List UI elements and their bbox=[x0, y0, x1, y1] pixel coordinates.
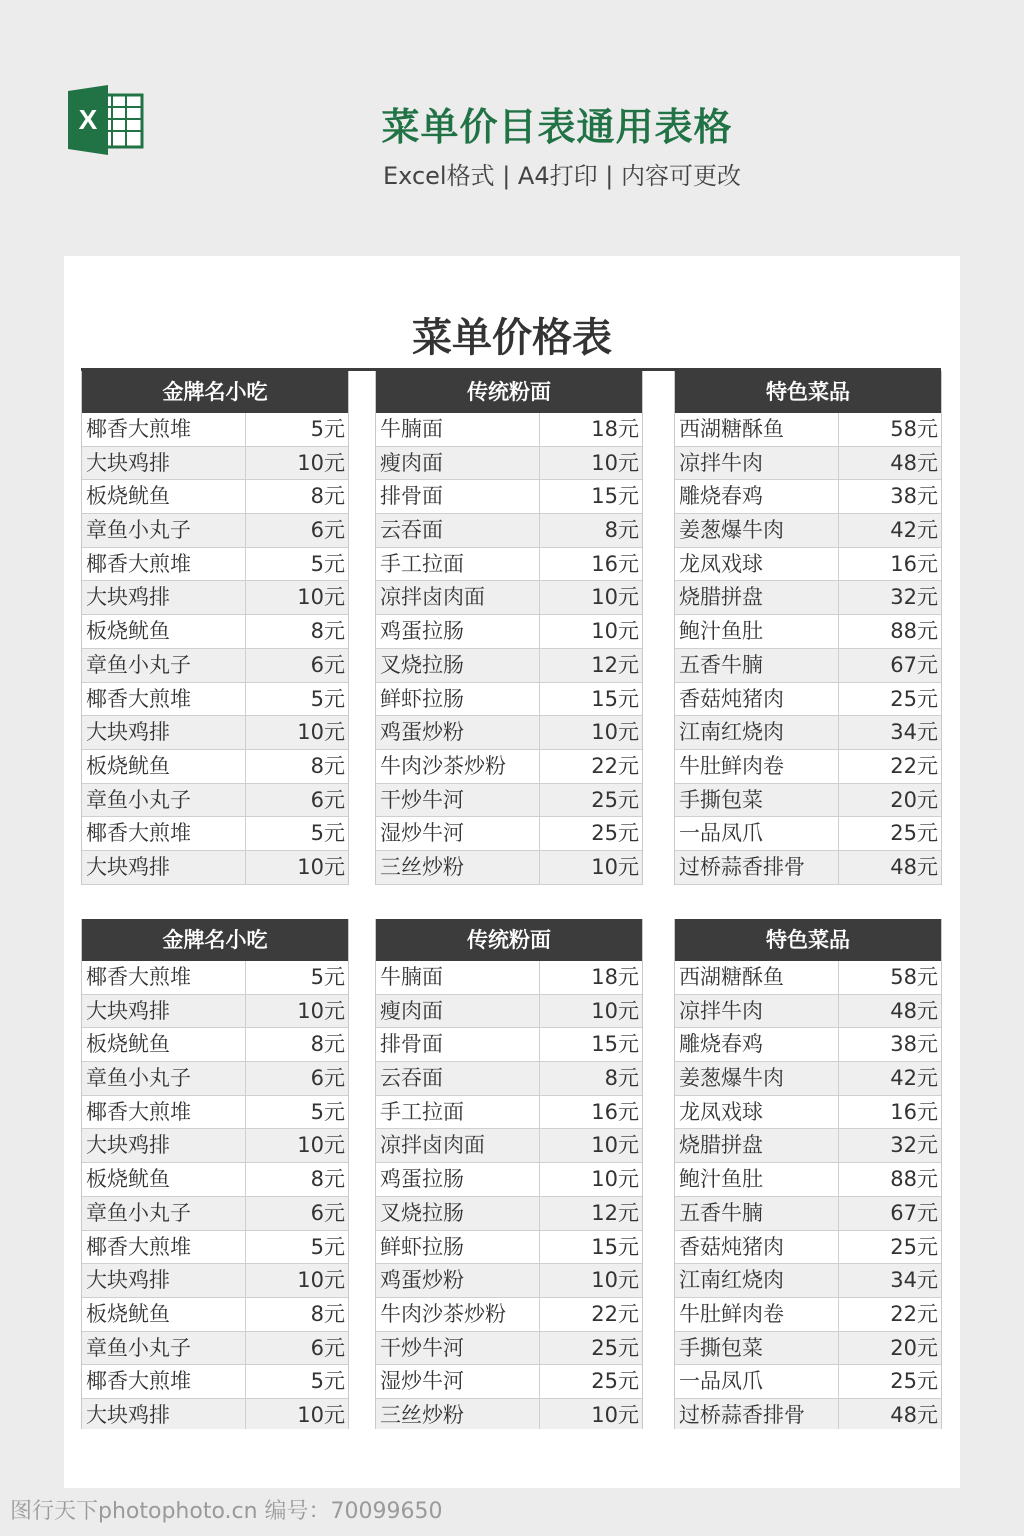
table-row bbox=[376, 961, 642, 995]
dish-price-cell: 6元 bbox=[310, 652, 345, 677]
table-row bbox=[675, 716, 941, 750]
table-row bbox=[82, 716, 348, 750]
table-row bbox=[675, 480, 941, 514]
table-row bbox=[376, 649, 642, 683]
dish-price-cell: 10元 bbox=[591, 854, 639, 879]
table-row bbox=[376, 1332, 642, 1366]
dish-name-cell: 大块鸡排 bbox=[82, 851, 246, 884]
dish-price-cell: 5元 bbox=[310, 417, 345, 441]
dish-price-cell: 25元 bbox=[890, 1369, 938, 1394]
dish-name-cell: 椰香大煎堆 bbox=[82, 1096, 246, 1129]
dish-name-cell: 椰香大煎堆 bbox=[82, 548, 246, 581]
table-row bbox=[376, 1129, 642, 1163]
table-row bbox=[675, 1197, 941, 1231]
table-row bbox=[675, 683, 941, 717]
dish-name-cell: 江南红烧肉 bbox=[675, 1264, 839, 1297]
section-heading: 金牌名小吃 bbox=[81, 919, 349, 961]
dish-name-cell: 大块鸡排 bbox=[82, 1399, 246, 1429]
dish-name-cell: 牛腩面 bbox=[376, 961, 540, 994]
dish-price-cell: 10元 bbox=[591, 619, 639, 644]
dish-name-cell: 西湖糖酥鱼 bbox=[675, 413, 839, 446]
table-row bbox=[675, 1332, 941, 1366]
dish-price-cell: 88元 bbox=[890, 619, 938, 644]
dish-name-cell: 江南红烧肉 bbox=[675, 716, 839, 749]
table-row bbox=[376, 1298, 642, 1332]
table-row bbox=[82, 1197, 348, 1231]
table-row bbox=[376, 1062, 642, 1096]
section-heading: 传统粉面 bbox=[375, 371, 643, 413]
dish-name-cell: 板烧鱿鱼 bbox=[82, 750, 246, 783]
dish-price-cell: 34元 bbox=[890, 1268, 938, 1293]
dish-name-cell: 板烧鱿鱼 bbox=[82, 615, 246, 648]
dish-price-cell: 48元 bbox=[890, 450, 938, 475]
dish-price-cell: 10元 bbox=[591, 1167, 639, 1192]
table-row bbox=[82, 784, 348, 818]
table-row bbox=[376, 1365, 642, 1399]
dish-price-cell: 67元 bbox=[890, 1200, 938, 1225]
table-row bbox=[675, 1062, 941, 1096]
table-row bbox=[376, 447, 642, 481]
table-row bbox=[675, 817, 941, 851]
dish-price-cell: 15元 bbox=[591, 686, 639, 711]
table-row bbox=[675, 1298, 941, 1332]
dish-price-cell: 22元 bbox=[591, 1301, 639, 1326]
dish-name-cell: 西湖糖酥鱼 bbox=[675, 961, 839, 994]
dish-price-cell: 8元 bbox=[310, 1032, 345, 1057]
dish-price-cell: 5元 bbox=[310, 1234, 345, 1259]
table-row bbox=[675, 784, 941, 818]
table-row bbox=[82, 1129, 348, 1163]
dish-price-cell: 5元 bbox=[310, 821, 345, 846]
dish-name-cell: 雕烧春鸡 bbox=[675, 480, 839, 513]
dish-name-cell: 鸡蛋炒粉 bbox=[376, 716, 540, 749]
dish-price-cell: 25元 bbox=[591, 787, 639, 812]
dish-name-cell: 板烧鱿鱼 bbox=[82, 1163, 246, 1196]
dish-price-cell: 42元 bbox=[890, 1066, 938, 1091]
dish-name-cell: 五香牛腩 bbox=[675, 1197, 839, 1230]
table-row bbox=[376, 851, 642, 885]
dish-price-cell: 18元 bbox=[591, 417, 639, 441]
dish-price-cell: 48元 bbox=[890, 998, 938, 1023]
dish-price-cell: 15元 bbox=[591, 484, 639, 509]
table-row bbox=[376, 581, 642, 615]
dish-name-cell: 牛腩面 bbox=[376, 413, 540, 446]
dish-price-cell: 22元 bbox=[890, 753, 938, 778]
section-heading: 特色菜品 bbox=[674, 371, 942, 413]
dish-name-cell: 手工拉面 bbox=[376, 548, 540, 581]
dish-price-cell: 22元 bbox=[890, 1301, 938, 1326]
section-rows bbox=[674, 961, 942, 1429]
table-row bbox=[376, 1096, 642, 1130]
table-row bbox=[675, 581, 941, 615]
dish-name-cell: 大块鸡排 bbox=[82, 447, 246, 480]
table-row bbox=[82, 615, 348, 649]
table-row bbox=[675, 1365, 941, 1399]
dish-name-cell: 叉烧拉肠 bbox=[376, 649, 540, 682]
dish-price-cell: 10元 bbox=[297, 1402, 345, 1427]
table-row bbox=[82, 1298, 348, 1332]
table-row bbox=[376, 514, 642, 548]
dish-name-cell: 鲜虾拉肠 bbox=[376, 1231, 540, 1264]
dish-price-cell: 6元 bbox=[310, 1200, 345, 1225]
table-row bbox=[376, 1264, 642, 1298]
table-row bbox=[376, 750, 642, 784]
dish-price-cell: 5元 bbox=[310, 1099, 345, 1124]
table-row bbox=[82, 1264, 348, 1298]
dish-price-cell: 22元 bbox=[591, 753, 639, 778]
dish-name-cell: 章鱼小丸子 bbox=[82, 649, 246, 682]
dish-name-cell: 凉拌牛肉 bbox=[675, 995, 839, 1028]
dish-name-cell: 鲍汁鱼肚 bbox=[675, 1163, 839, 1196]
dish-price-cell: 10元 bbox=[297, 998, 345, 1023]
dish-name-cell: 手工拉面 bbox=[376, 1096, 540, 1129]
dish-name-cell: 牛肚鲜肉卷 bbox=[675, 1298, 839, 1331]
dish-name-cell: 椰香大煎堆 bbox=[82, 683, 246, 716]
page-header-title: 菜单价目表通用表格 bbox=[381, 105, 733, 149]
dish-name-cell: 牛肚鲜肉卷 bbox=[675, 750, 839, 783]
table-row bbox=[82, 514, 348, 548]
menu-section bbox=[375, 919, 643, 1429]
dish-price-cell: 10元 bbox=[591, 585, 639, 610]
dish-price-cell: 25元 bbox=[591, 1335, 639, 1360]
table-row bbox=[376, 615, 642, 649]
dish-price-cell: 38元 bbox=[890, 1032, 938, 1057]
table-row bbox=[376, 995, 642, 1029]
dish-price-cell: 16元 bbox=[890, 1099, 938, 1124]
dish-price-cell: 10元 bbox=[297, 585, 345, 610]
svg-text:X: X bbox=[78, 104, 98, 135]
dish-name-cell: 干炒牛河 bbox=[376, 784, 540, 817]
table-row bbox=[82, 480, 348, 514]
dish-price-cell: 8元 bbox=[310, 1301, 345, 1326]
table-row bbox=[82, 995, 348, 1029]
dish-price-cell: 25元 bbox=[890, 686, 938, 711]
dish-price-cell: 10元 bbox=[297, 450, 345, 475]
dish-name-cell: 大块鸡排 bbox=[82, 1264, 246, 1297]
dish-name-cell: 姜葱爆牛肉 bbox=[675, 514, 839, 547]
table-row bbox=[82, 851, 348, 885]
dish-price-cell: 6元 bbox=[310, 1335, 345, 1360]
dish-name-cell: 手撕包菜 bbox=[675, 784, 839, 817]
dish-price-cell: 20元 bbox=[890, 787, 938, 812]
dish-name-cell: 三丝炒粉 bbox=[376, 1399, 540, 1429]
dish-name-cell: 手撕包菜 bbox=[675, 1332, 839, 1365]
dish-name-cell: 鲍汁鱼肚 bbox=[675, 615, 839, 648]
table-row bbox=[82, 1096, 348, 1130]
dish-price-cell: 10元 bbox=[591, 1402, 639, 1427]
dish-price-cell: 18元 bbox=[591, 965, 639, 989]
table-row bbox=[376, 716, 642, 750]
dish-name-cell: 板烧鱿鱼 bbox=[82, 1028, 246, 1061]
table-row bbox=[376, 1028, 642, 1062]
dish-price-cell: 10元 bbox=[591, 998, 639, 1023]
section-heading: 传统粉面 bbox=[375, 919, 643, 961]
dish-price-cell: 10元 bbox=[297, 720, 345, 745]
table-row bbox=[82, 1231, 348, 1265]
table-row bbox=[675, 961, 941, 995]
dish-name-cell: 龙凤戏球 bbox=[675, 548, 839, 581]
dish-name-cell: 章鱼小丸子 bbox=[82, 1197, 246, 1230]
dish-price-cell: 88元 bbox=[890, 1167, 938, 1192]
dish-price-cell: 10元 bbox=[297, 1133, 345, 1158]
table-row bbox=[675, 851, 941, 885]
watermark: 图行天下photophoto.cn 编号：70099650 bbox=[10, 1499, 443, 1524]
dish-name-cell: 湿炒牛河 bbox=[376, 1365, 540, 1398]
dish-name-cell: 姜葱爆牛肉 bbox=[675, 1062, 839, 1095]
dish-name-cell: 大块鸡排 bbox=[82, 995, 246, 1028]
dish-price-cell: 10元 bbox=[591, 450, 639, 475]
table-row bbox=[376, 1197, 642, 1231]
dish-name-cell: 椰香大煎堆 bbox=[82, 1231, 246, 1264]
page-header-subtitle: Excel格式 | A4打印 | 内容可更改 bbox=[383, 162, 741, 190]
dish-name-cell: 大块鸡排 bbox=[82, 581, 246, 614]
dish-price-cell: 58元 bbox=[890, 965, 938, 989]
menu-section bbox=[81, 371, 349, 885]
dish-name-cell: 鸡蛋炒粉 bbox=[376, 1264, 540, 1297]
table-row bbox=[675, 447, 941, 481]
dish-name-cell: 大块鸡排 bbox=[82, 716, 246, 749]
table-row bbox=[675, 1129, 941, 1163]
dish-price-cell: 8元 bbox=[604, 518, 639, 543]
dish-name-cell: 云吞面 bbox=[376, 1062, 540, 1095]
dish-name-cell: 一品凤爪 bbox=[675, 817, 839, 850]
dish-price-cell: 6元 bbox=[310, 1066, 345, 1091]
dish-name-cell: 凉拌牛肉 bbox=[675, 447, 839, 480]
section-rows bbox=[375, 413, 643, 885]
dish-name-cell: 三丝炒粉 bbox=[376, 851, 540, 884]
dish-name-cell: 瘦肉面 bbox=[376, 995, 540, 1028]
table-row bbox=[376, 683, 642, 717]
table-row bbox=[675, 995, 941, 1029]
section-rows bbox=[674, 413, 942, 885]
dish-name-cell: 椰香大煎堆 bbox=[82, 961, 246, 994]
dish-price-cell: 6元 bbox=[310, 518, 345, 543]
table-row bbox=[376, 480, 642, 514]
dish-name-cell: 排骨面 bbox=[376, 1028, 540, 1061]
table-row bbox=[675, 615, 941, 649]
dish-price-cell: 10元 bbox=[297, 854, 345, 879]
dish-name-cell: 凉拌卤肉面 bbox=[376, 1129, 540, 1162]
dish-price-cell: 10元 bbox=[297, 1268, 345, 1293]
dish-name-cell: 五香牛腩 bbox=[675, 649, 839, 682]
dish-price-cell: 15元 bbox=[591, 1032, 639, 1057]
menu-section bbox=[674, 919, 942, 1429]
dish-price-cell: 5元 bbox=[310, 686, 345, 711]
table-row bbox=[675, 1163, 941, 1197]
dish-price-cell: 48元 bbox=[890, 854, 938, 879]
dish-name-cell: 排骨面 bbox=[376, 480, 540, 513]
dish-price-cell: 25元 bbox=[591, 1369, 639, 1394]
dish-price-cell: 10元 bbox=[591, 720, 639, 745]
dish-name-cell: 鲜虾拉肠 bbox=[376, 683, 540, 716]
table-row bbox=[376, 1231, 642, 1265]
table-row bbox=[675, 1264, 941, 1298]
table-row bbox=[82, 1028, 348, 1062]
dish-price-cell: 15元 bbox=[591, 1234, 639, 1259]
dish-price-cell: 10元 bbox=[591, 1268, 639, 1293]
table-row bbox=[82, 750, 348, 784]
dish-name-cell: 鸡蛋拉肠 bbox=[376, 1163, 540, 1196]
dish-name-cell: 烧腊拼盘 bbox=[675, 1129, 839, 1162]
dish-name-cell: 香菇炖猪肉 bbox=[675, 683, 839, 716]
dish-price-cell: 42元 bbox=[890, 518, 938, 543]
table-row bbox=[82, 447, 348, 481]
section-heading: 金牌名小吃 bbox=[81, 371, 349, 413]
dish-price-cell: 6元 bbox=[310, 787, 345, 812]
dish-name-cell: 椰香大煎堆 bbox=[82, 817, 246, 850]
table-row bbox=[675, 514, 941, 548]
dish-price-cell: 8元 bbox=[604, 1066, 639, 1091]
dish-name-cell: 雕烧春鸡 bbox=[675, 1028, 839, 1061]
dish-name-cell: 香菇炖猪肉 bbox=[675, 1231, 839, 1264]
table-row bbox=[82, 548, 348, 582]
dish-price-cell: 38元 bbox=[890, 484, 938, 509]
section-heading: 特色菜品 bbox=[674, 919, 942, 961]
table-row bbox=[376, 1163, 642, 1197]
dish-price-cell: 10元 bbox=[591, 1133, 639, 1158]
dish-price-cell: 12元 bbox=[591, 652, 639, 677]
dish-name-cell: 章鱼小丸子 bbox=[82, 514, 246, 547]
dish-price-cell: 25元 bbox=[591, 821, 639, 846]
dish-name-cell: 大块鸡排 bbox=[82, 1129, 246, 1162]
table-row bbox=[82, 683, 348, 717]
table-row bbox=[82, 1062, 348, 1096]
section-rows bbox=[375, 961, 643, 1429]
dish-name-cell: 章鱼小丸子 bbox=[82, 1062, 246, 1095]
dish-name-cell: 湿炒牛河 bbox=[376, 817, 540, 850]
table-row bbox=[82, 581, 348, 615]
table-row bbox=[675, 649, 941, 683]
dish-name-cell: 过桥蒜香排骨 bbox=[675, 1399, 839, 1429]
table-row bbox=[675, 1231, 941, 1265]
dish-name-cell: 烧腊拼盘 bbox=[675, 581, 839, 614]
dish-name-cell: 牛肉沙茶炒粉 bbox=[376, 750, 540, 783]
table-row bbox=[675, 1028, 941, 1062]
dish-name-cell: 鸡蛋拉肠 bbox=[376, 615, 540, 648]
table-row bbox=[82, 1365, 348, 1399]
dish-price-cell: 58元 bbox=[890, 417, 938, 441]
table-row bbox=[82, 649, 348, 683]
dish-price-cell: 8元 bbox=[310, 619, 345, 644]
dish-price-cell: 16元 bbox=[591, 551, 639, 576]
dish-price-cell: 32元 bbox=[890, 1133, 938, 1158]
dish-price-cell: 67元 bbox=[890, 652, 938, 677]
menu-section bbox=[81, 919, 349, 1429]
dish-price-cell: 5元 bbox=[310, 551, 345, 576]
section-rows bbox=[81, 413, 349, 885]
dish-price-cell: 16元 bbox=[890, 551, 938, 576]
table-row bbox=[675, 1096, 941, 1130]
table-row bbox=[376, 413, 642, 447]
table-row bbox=[82, 1163, 348, 1197]
dish-name-cell: 叉烧拉肠 bbox=[376, 1197, 540, 1230]
dish-name-cell: 章鱼小丸子 bbox=[82, 1332, 246, 1365]
dish-name-cell: 过桥蒜香排骨 bbox=[675, 851, 839, 884]
dish-price-cell: 16元 bbox=[591, 1099, 639, 1124]
dish-price-cell: 20元 bbox=[890, 1335, 938, 1360]
table-row bbox=[376, 817, 642, 851]
dish-name-cell: 板烧鱿鱼 bbox=[82, 480, 246, 513]
table-row bbox=[376, 548, 642, 582]
dish-price-cell: 32元 bbox=[890, 585, 938, 610]
sheet-title: 菜单价格表 bbox=[412, 315, 612, 361]
dish-name-cell: 椰香大煎堆 bbox=[82, 1365, 246, 1398]
table-row bbox=[82, 1332, 348, 1366]
table-row bbox=[376, 784, 642, 818]
table-row bbox=[82, 961, 348, 995]
dish-price-cell: 12元 bbox=[591, 1200, 639, 1225]
section-rows bbox=[81, 961, 349, 1429]
dish-name-cell: 一品凤爪 bbox=[675, 1365, 839, 1398]
table-row bbox=[675, 413, 941, 447]
dish-price-cell: 8元 bbox=[310, 484, 345, 509]
table-row bbox=[376, 1399, 642, 1429]
table-row bbox=[675, 1399, 941, 1429]
dish-name-cell: 干炒牛河 bbox=[376, 1332, 540, 1365]
dish-name-cell: 章鱼小丸子 bbox=[82, 784, 246, 817]
dish-name-cell: 凉拌卤肉面 bbox=[376, 581, 540, 614]
menu-section bbox=[674, 371, 942, 885]
dish-price-cell: 34元 bbox=[890, 720, 938, 745]
table-row bbox=[675, 548, 941, 582]
dish-price-cell: 48元 bbox=[890, 1402, 938, 1427]
table-row bbox=[675, 750, 941, 784]
dish-price-cell: 5元 bbox=[310, 965, 345, 989]
dish-price-cell: 8元 bbox=[310, 753, 345, 778]
dish-price-cell: 8元 bbox=[310, 1167, 345, 1192]
dish-name-cell: 瘦肉面 bbox=[376, 447, 540, 480]
dish-price-cell: 5元 bbox=[310, 1369, 345, 1394]
dish-name-cell: 板烧鱿鱼 bbox=[82, 1298, 246, 1331]
menu-sheet bbox=[64, 256, 960, 1488]
dish-price-cell: 25元 bbox=[890, 1234, 938, 1259]
table-row bbox=[82, 1399, 348, 1429]
dish-name-cell: 龙凤戏球 bbox=[675, 1096, 839, 1129]
dish-name-cell: 云吞面 bbox=[376, 514, 540, 547]
table-row bbox=[82, 413, 348, 447]
dish-name-cell: 牛肉沙茶炒粉 bbox=[376, 1298, 540, 1331]
table-row bbox=[82, 817, 348, 851]
dish-price-cell: 25元 bbox=[890, 821, 938, 846]
menu-section bbox=[375, 371, 643, 885]
dish-name-cell: 椰香大煎堆 bbox=[82, 413, 246, 446]
